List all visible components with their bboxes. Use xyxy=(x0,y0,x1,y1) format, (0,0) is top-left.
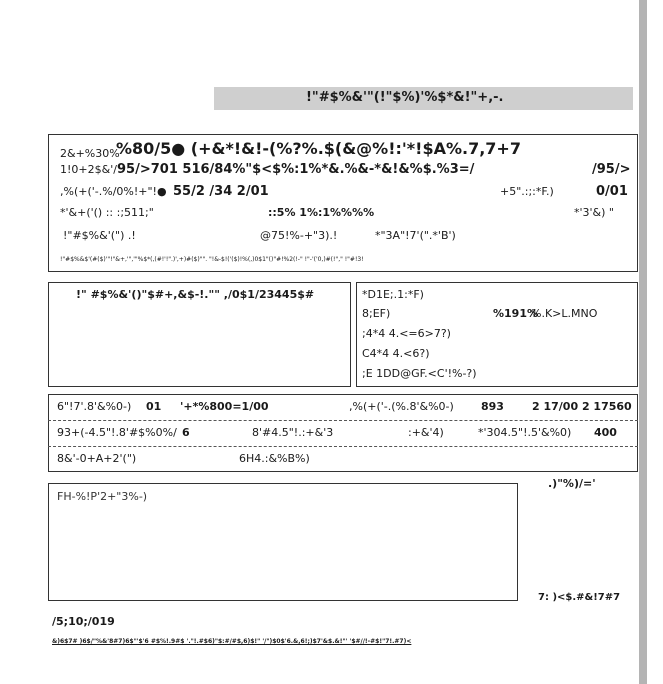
header-line2-bold: 95/>701 516/84%"$<$%:1%*&.%&-*&!&%$.%3=/ xyxy=(117,162,475,177)
info-r1-e: 893 xyxy=(481,400,504,413)
right-mid-line3: ;4*4 4.<=6>7?) xyxy=(362,327,451,340)
left-mid-title: !" #$%&'()"$#+,&$-!."" ,/0$1/23445$# xyxy=(76,288,315,301)
header-line4-mid: ::5% 1%:1%%%% xyxy=(268,206,375,219)
title-banner xyxy=(214,87,633,110)
header-line3-mid: +5".:;:*F.) xyxy=(500,185,554,198)
header-line2-left: 1!0+2$&'/ xyxy=(60,163,117,176)
info-r1-f: 2 17/00 2 17560 xyxy=(532,400,632,413)
info-divider-2 xyxy=(48,446,638,447)
info-r1-d: ,%(+('-.(%.8'&%0-) xyxy=(349,400,454,413)
right-mid-line5: ;E 1DD@GF.<C'!%-?) xyxy=(362,367,477,380)
header-line3-left: ,%(+('-.%/0%!+"!● xyxy=(60,185,167,198)
info-r2-e: *'304.5"!.5'&%0) xyxy=(478,426,572,439)
header-line5-mid: @75!%-+"3).! xyxy=(260,229,338,242)
header-line1-big: %80/5● (+&*!&!-(%?%.$(&@%!:'*!$A%.7,7+7 xyxy=(116,139,521,158)
header-line1-left: 2&+%30% xyxy=(60,147,120,160)
header-line2-right: /95/> xyxy=(592,162,631,177)
info-r2-d: :+&'4) xyxy=(408,426,444,439)
text-area-placeholder: FH-%!P'2+"3%-) xyxy=(57,490,148,503)
info-r3-a: 8&'-0+A+2'(") xyxy=(57,452,137,465)
right-mid-line1: *D1E;.1:*F) xyxy=(362,288,424,301)
text-area-bottom-right-label: 7: )<$.#&!7#7 xyxy=(538,592,621,603)
header-line4-left: *'&+('() :: :;511;" xyxy=(60,206,154,219)
info-r2-b: 6 xyxy=(182,426,190,439)
right-mid-line2-left: 8;EF) xyxy=(362,307,391,320)
banner-title: !"#$%&'"(!"$%)'%$*&!"+,-. xyxy=(306,90,504,105)
info-r1-a: 6"!7'.8'&%0-) xyxy=(57,400,132,413)
text-area[interactable] xyxy=(48,483,518,601)
right-scroll-bar[interactable] xyxy=(639,0,647,684)
header-line5-right: *"3A"!7'(".*'B') xyxy=(375,229,456,242)
header-line3-right: 0/01 xyxy=(596,184,628,199)
header-line3-bold: 55/2 /34 2/01 xyxy=(173,184,269,199)
footer-page: /5;10;/019 xyxy=(52,615,115,628)
right-mid-line4: C4*4 4.<6?) xyxy=(362,347,430,360)
right-mid-line2-bold: %191% xyxy=(493,307,539,320)
info-r2-c: 8'#4.5"!.:+&'3 xyxy=(252,426,334,439)
info-r3-b: 6H4.:&%B%) xyxy=(239,452,310,465)
text-area-top-right-label: .)"%)/=' xyxy=(548,477,596,490)
header-line5-left: !"#$%&'(") .! xyxy=(63,229,136,242)
info-r1-c: '+*%800=1/00 xyxy=(180,400,269,413)
footer-underline-text: &)6$7# )6$/"%&'8#7)6$"'$'6 #$%!.9#$ '."!.#$6)"$:#/#$,6)$!" '/")$0$'6.&,6!;)$7'&$.&!"' '$#//!-#$!"7!.#7)< xyxy=(52,638,412,645)
header-line6-tiny: !"#$%&$'(#($)'"!"&+,'",'"%$*(,(#!'!".)',+)#($)"". "!&-$!('($)!%(,)0$1"()"#!%2(!-" !"-'('0,)#(!"," !"#!3! xyxy=(60,256,364,263)
info-r2-a: 93+(-4.5"!.8'#$%0%/ xyxy=(57,426,177,439)
info-divider-1 xyxy=(48,420,638,421)
info-r2-f: 400 xyxy=(594,426,617,439)
right-mid-line2-right: %.K>L.MNO xyxy=(531,307,598,320)
info-r1-b: 01 xyxy=(146,400,162,413)
header-line4-right: *'3'&) " xyxy=(574,206,614,219)
